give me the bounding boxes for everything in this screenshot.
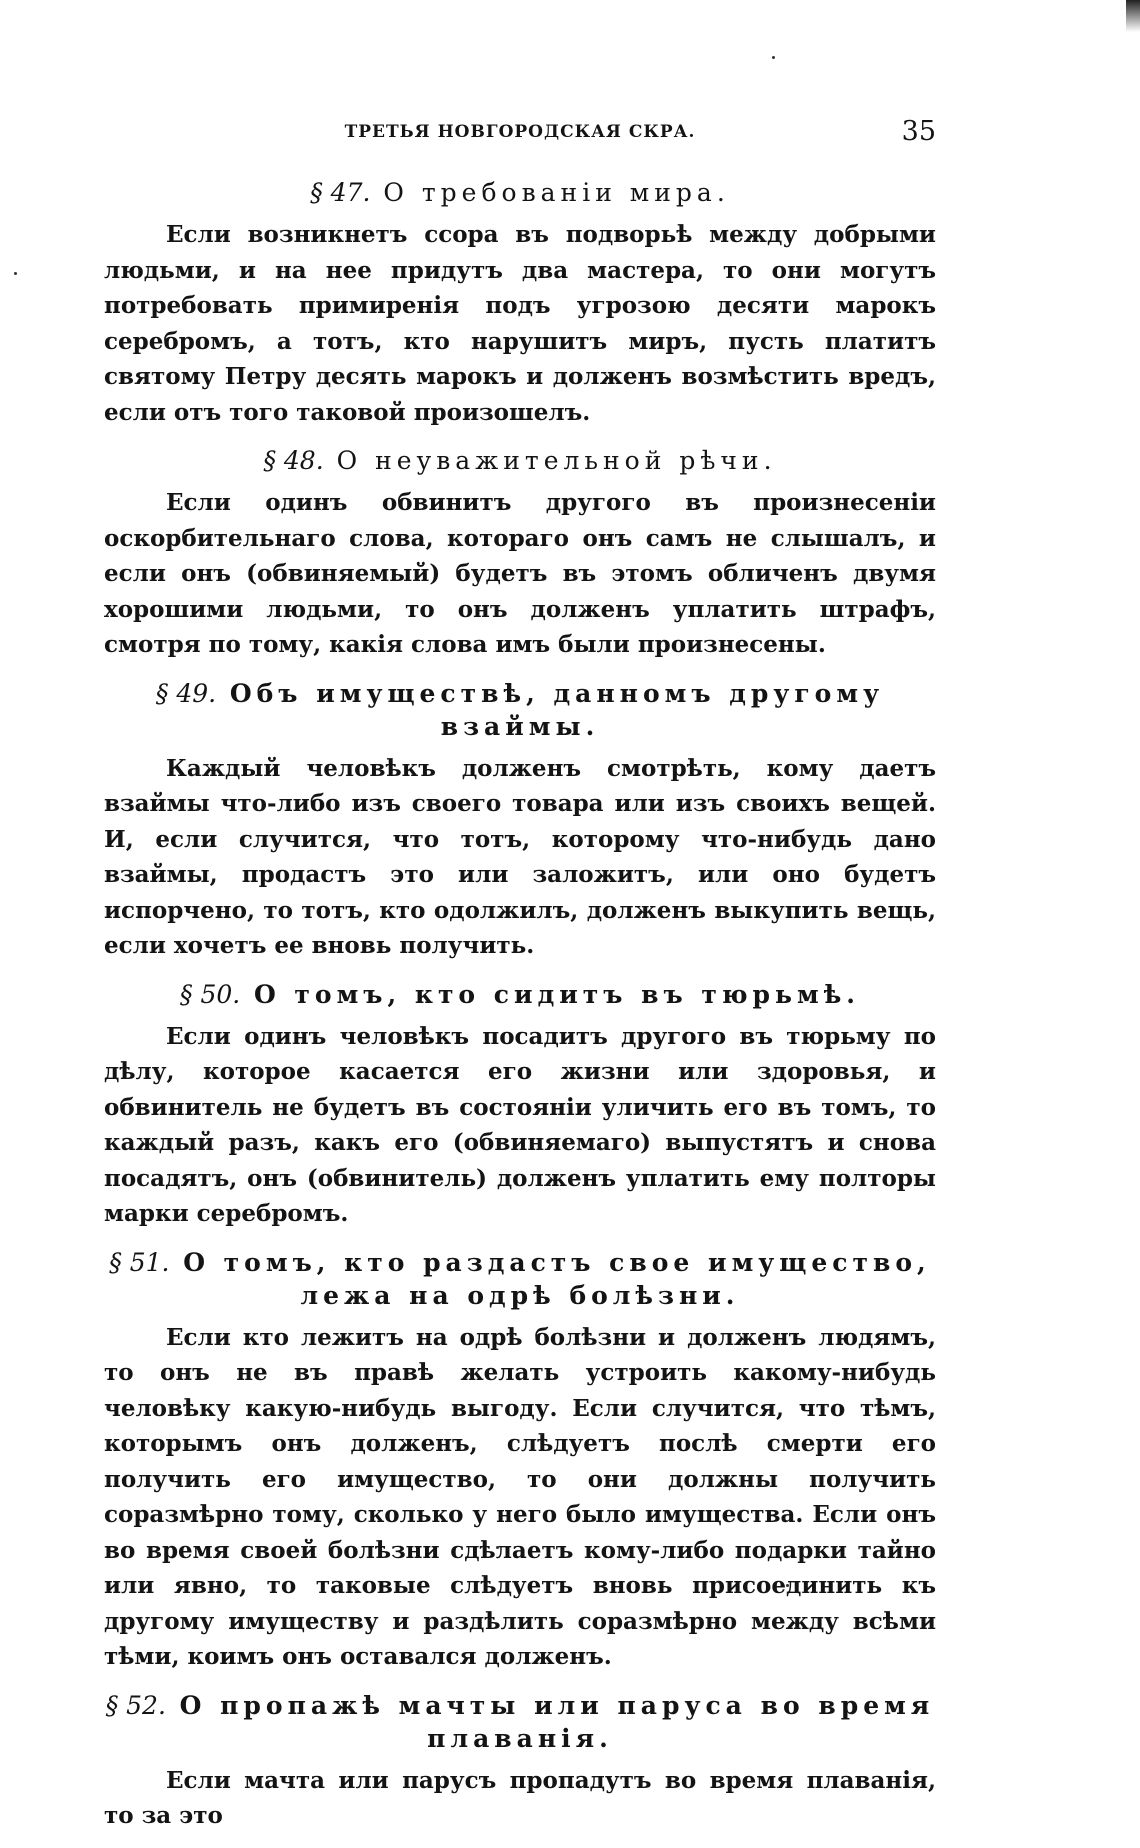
page-edge-shadow xyxy=(1126,0,1140,32)
section-heading xyxy=(104,176,936,209)
section-number: § 49. xyxy=(155,678,217,708)
section-heading xyxy=(104,978,936,1011)
section-paragraph: Если мачта или парусъ пропадутъ во время плаванія, то за это xyxy=(104,1766,936,1829)
section-heading xyxy=(104,1246,936,1312)
section-49 xyxy=(104,677,936,964)
page-number: 35 xyxy=(901,116,936,147)
section-paragraph: Каждый человѣкъ долженъ смотрѣть, кому даетъ взаймы что-либо изъ своего товара или изъ своихъ вещей. И, если случится, что тотъ, которому что-нибудь дано взаймы, продастъ это или заложитъ, или оно будетъ испорчено, то тотъ, кто одолжилъ, долженъ выкупить вещь, если хочетъ ее вновь получить. xyxy=(104,754,936,959)
scan-speck xyxy=(14,272,17,275)
section-number: § 51. xyxy=(109,1247,170,1277)
section-heading xyxy=(104,1689,936,1755)
scan-speck xyxy=(772,56,775,59)
book-page xyxy=(104,108,936,1848)
section-paragraph: Если возникнетъ ссора въ подворьѣ между добрыми людьми, и на нее придутъ два мастера, то они могутъ потребовать примиренія подъ угрозою десяти марокъ серебромъ, а тотъ, кто нарушитъ миръ, пусть платитъ святому Петру десять марокъ и долженъ возмѣстить вредъ, если отъ того таковой произошелъ. xyxy=(104,221,936,426)
section-title-text: О требованіи мира. xyxy=(383,178,730,207)
section-47 xyxy=(104,176,936,430)
section-paragraph: Если одинъ обвинитъ другого въ произнесеніи оскорбительнаго слова, котораго онъ самъ не слышалъ, и если онъ (обвиняемый) будетъ въ этомъ обличенъ двумя хорошими людьми, то онъ долженъ уплатить штрафъ, смотря по тому, какія слова имъ были произнесены. xyxy=(104,489,936,658)
section-heading xyxy=(104,677,936,743)
running-head xyxy=(104,108,936,152)
section-number: § 47. xyxy=(310,178,371,207)
section-title-text: О неуважительной рѣчи. xyxy=(336,446,777,475)
section-title-text: О пропажѣ мачты или паруса во время плаванія. xyxy=(179,1690,935,1753)
running-title: ТРЕТЬЯ НОВГОРОДСКАЯ СКРА. xyxy=(344,122,696,142)
section-number: § 48. xyxy=(263,446,324,475)
section-50 xyxy=(104,978,936,1232)
section-51 xyxy=(104,1246,936,1675)
section-paragraph: Если кто лежитъ на одрѣ болѣзни и долженъ людямъ, то онъ не въ правѣ желать устроить какому-нибудь человѣку какую-нибудь выгоду. Если случится, что тѣмъ, которымъ онъ долженъ, слѣдуетъ послѣ смерти его получить его имущество, то они должны получить соразмѣрно тому, сколько у него было имущества. Если онъ во время своей болѣзни сдѣлаетъ кому-либо подарки тайно или явно, то таковые слѣдуетъ вновь присоединить къ другому имуществу и раздѣлить соразмѣрно между всѣми тѣми, коимъ онъ оставался долженъ. xyxy=(104,1323,936,1670)
section-number: § 50. xyxy=(180,979,241,1009)
section-number: § 52. xyxy=(105,1690,166,1720)
section-48 xyxy=(104,444,936,663)
section-title-text: Объ имуществѣ, данномъ другому взаймы. xyxy=(229,678,885,741)
section-52 xyxy=(104,1689,936,1834)
section-paragraph: Если одинъ человѣкъ посадитъ другого въ тюрьму по дѣлу, которое касается его жизни или здоровья, и обвинитель не будетъ въ состояніи уличить его въ томъ, то каждый разъ, какъ его (обвиняемаго) выпустятъ и снова посадятъ, онъ (обвинитель) долженъ уплатить ему полторы марки серебромъ. xyxy=(104,1022,936,1227)
section-title-text: О томъ, кто раздастъ свое имущество, лежа на одрѣ болѣзни. xyxy=(183,1247,931,1310)
section-heading xyxy=(104,444,936,477)
section-title-text: О томъ, кто сидитъ въ тюрьмѣ. xyxy=(253,979,860,1009)
